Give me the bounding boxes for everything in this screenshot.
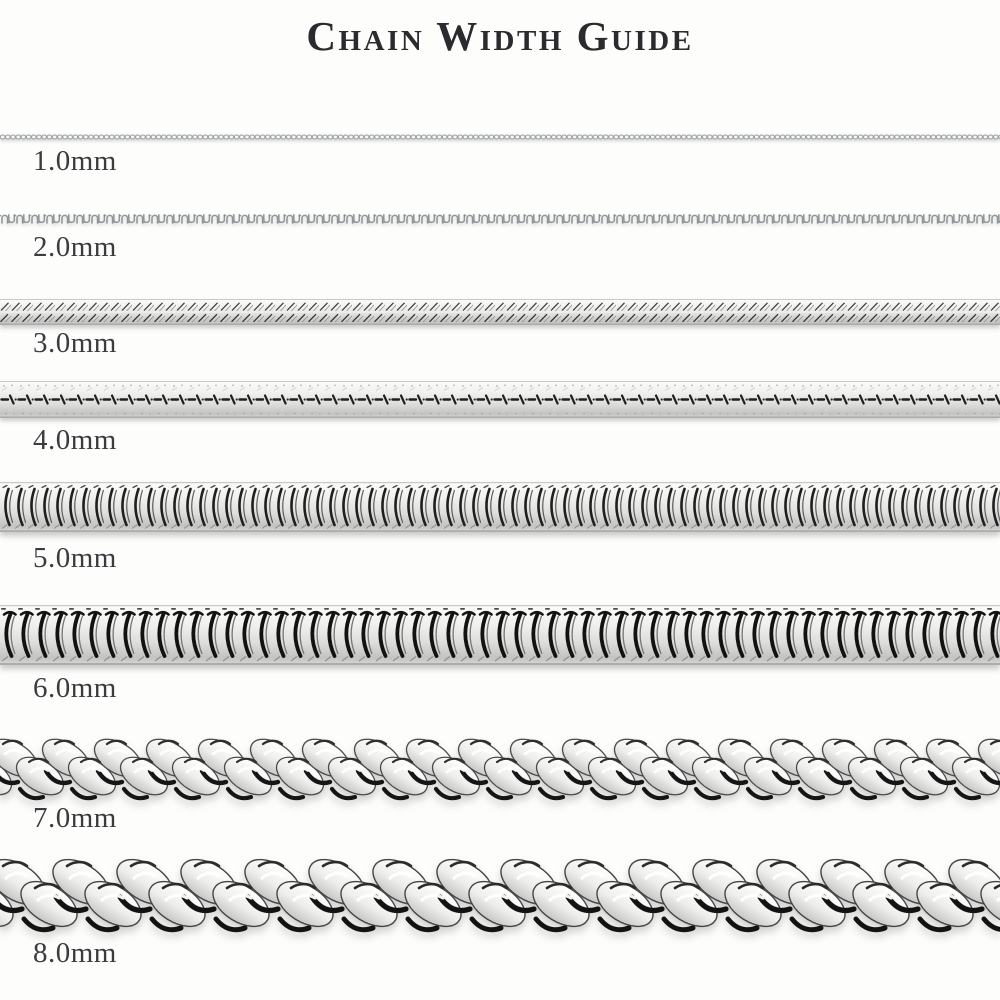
page-title: Chain Width Guide	[306, 13, 694, 59]
box-chain-image	[0, 210, 1000, 227]
chain-width-label: 2.0mm	[33, 231, 117, 263]
snake-chain-image	[0, 605, 1000, 665]
rope-chain-image	[0, 849, 1000, 937]
chain-width-label: 6.0mm	[33, 672, 117, 704]
chain-width-label: 1.0mm	[33, 145, 117, 177]
cable-chain-image	[0, 131, 1000, 143]
chain-width-label: 8.0mm	[33, 937, 117, 969]
rope-chain-image	[0, 729, 1000, 805]
chain-width-label: 7.0mm	[33, 802, 117, 834]
chain-width-label: 4.0mm	[33, 424, 117, 456]
snake-chain-image	[0, 381, 1000, 418]
chain-width-label: 3.0mm	[33, 327, 117, 359]
chain-width-label: 5.0mm	[33, 542, 117, 574]
snake-chain-image	[0, 482, 1000, 532]
snake-chain-image	[0, 299, 1000, 325]
